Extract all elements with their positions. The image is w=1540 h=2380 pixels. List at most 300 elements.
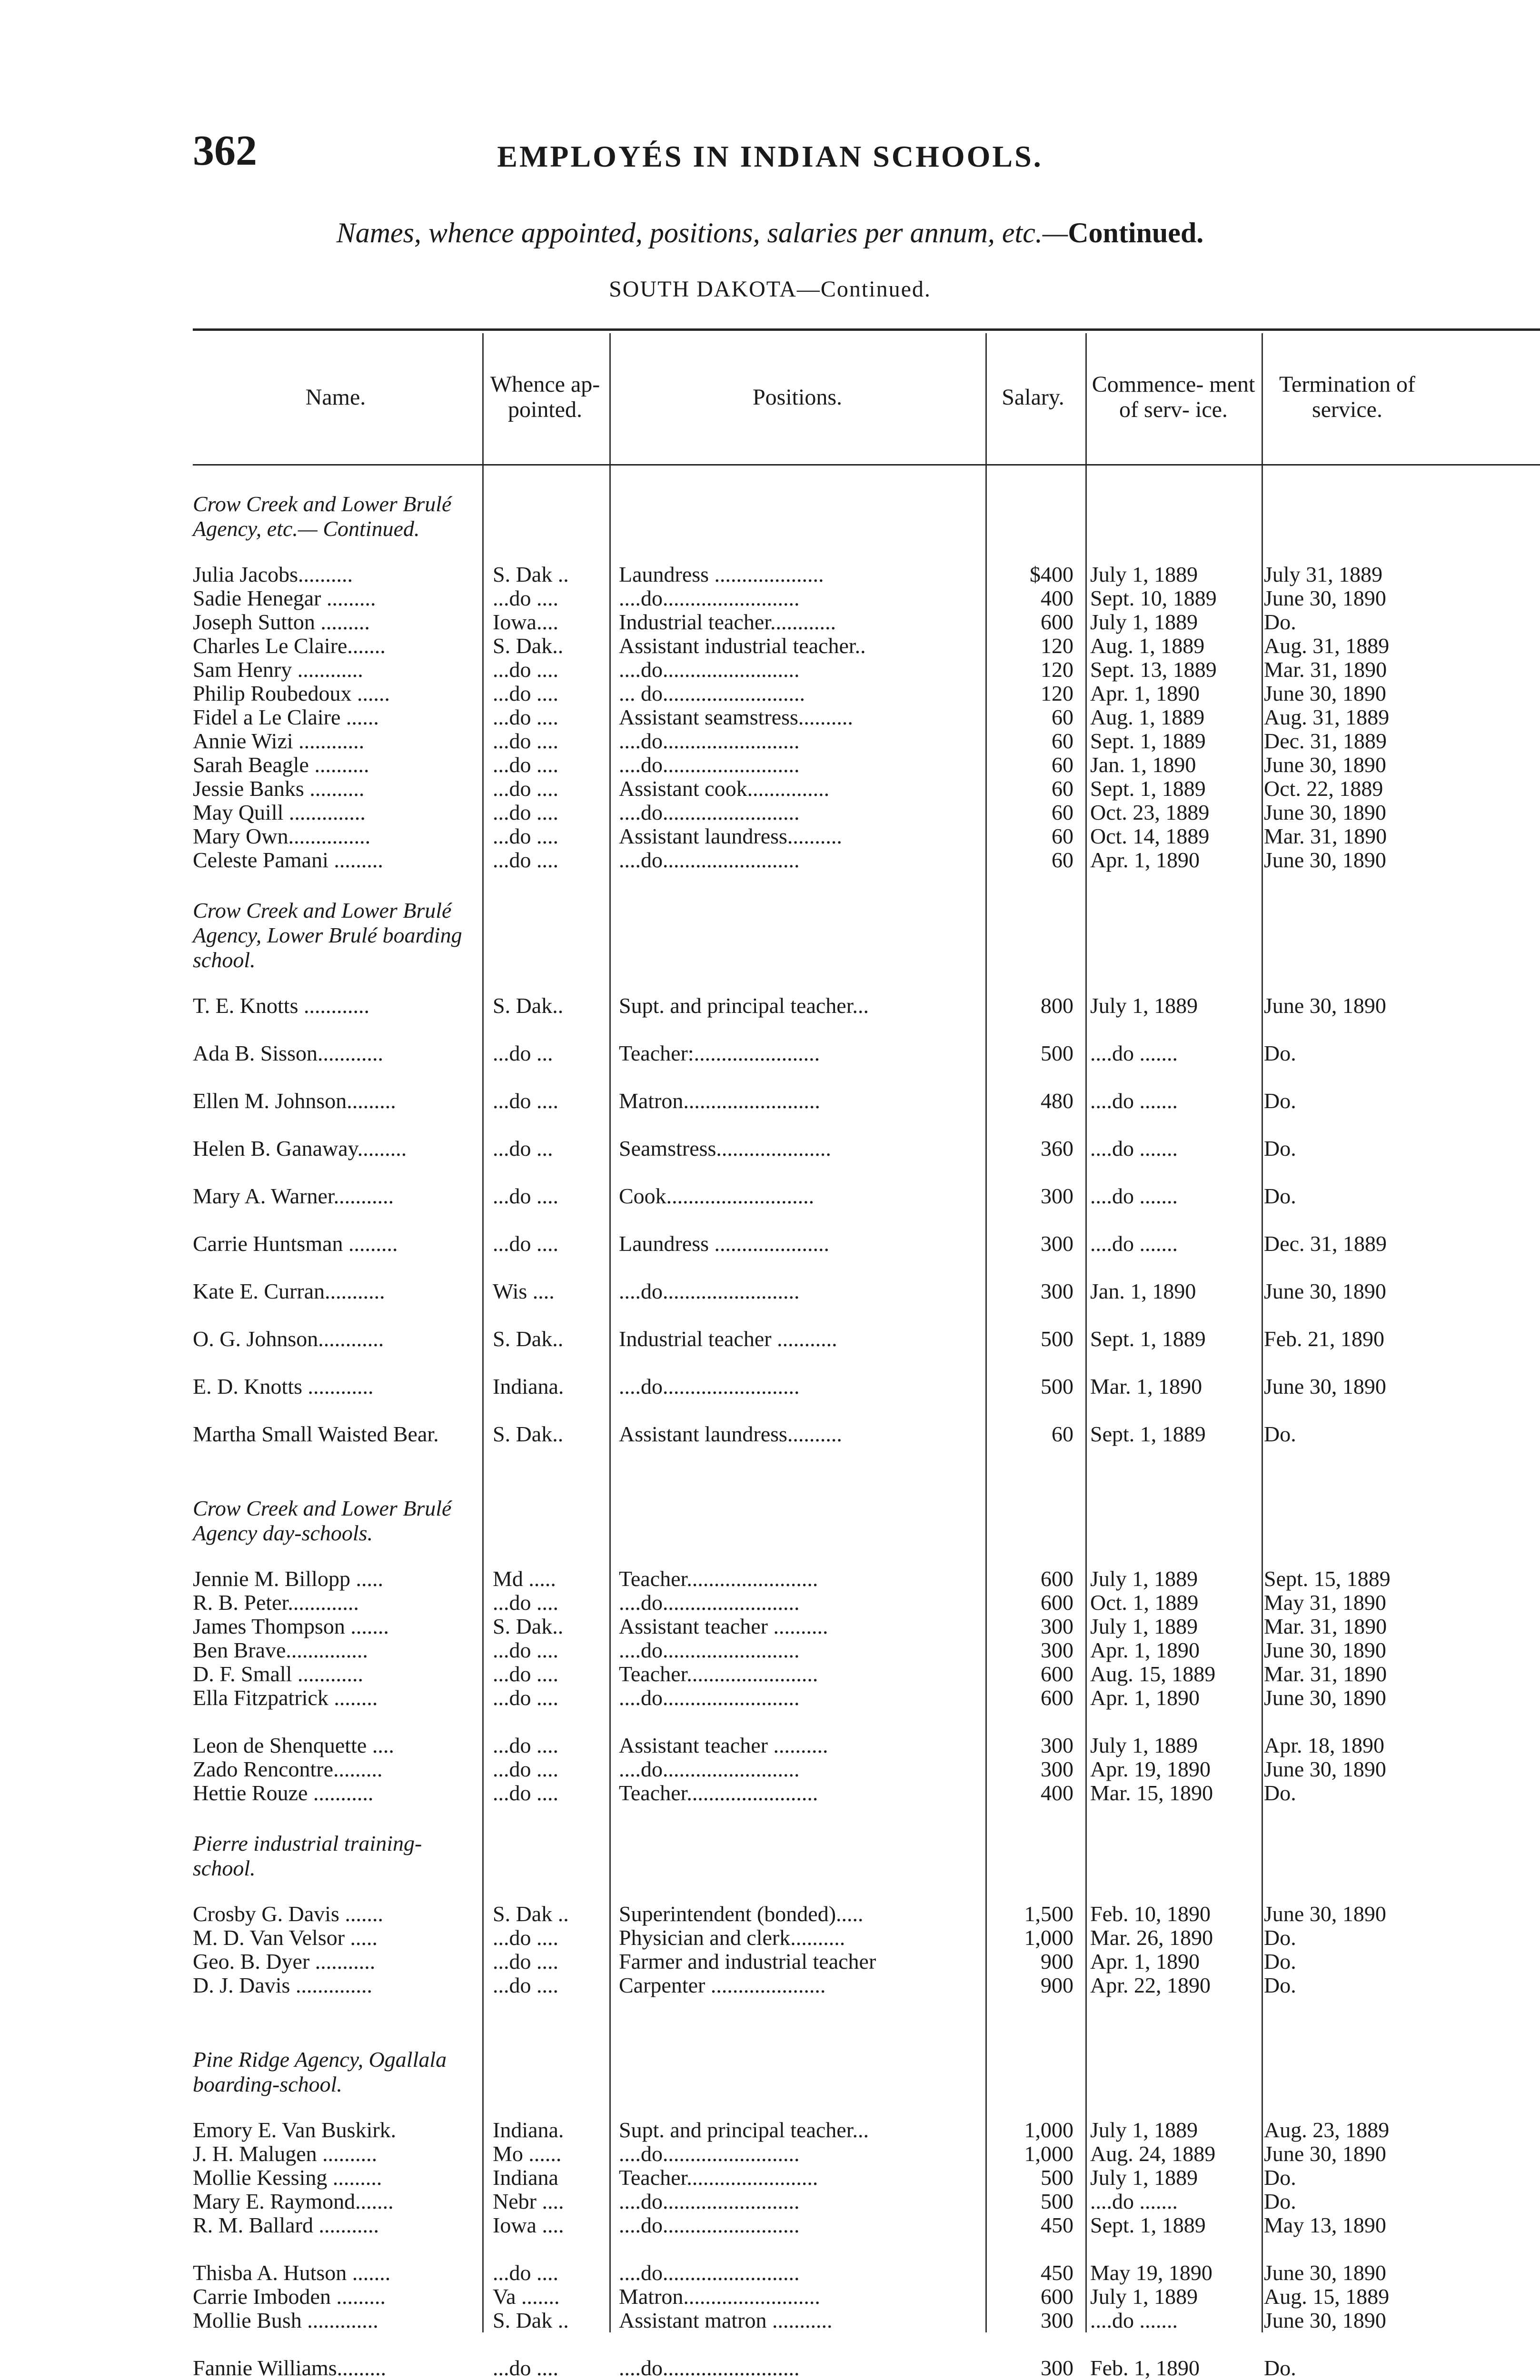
table-row [193,1686,1540,1734]
whence-appointed: ...do .... [493,1950,558,1973]
whence-appointed: ...do ... [493,1137,553,1160]
employee-name: Celeste Pamani ......... [193,848,383,872]
termination-date: June 30, 1890 [1264,2309,1386,2332]
whence-appointed: ...do .... [493,1662,558,1686]
whence-appointed: ...do .... [493,1781,558,1805]
position: ....do......................... [619,1638,800,1662]
termination-date: June 30, 1890 [1264,848,1386,872]
salary: 500 [1041,2165,1073,2190]
position: Carpenter ..................... [619,1973,826,1997]
table-row [193,801,1540,824]
table-row [193,729,1540,753]
table-row [193,2166,1540,2190]
section-heading: Pierre industrial training-school. [193,1831,422,1880]
position: ....do......................... [619,1591,800,1615]
whence-appointed: Iowa .... [493,2213,564,2237]
termination-date: Aug. 15, 1889 [1264,2285,1390,2309]
table-row [193,1662,1540,1686]
whence-appointed: ...do .... [493,824,558,848]
position: Laundress .................... [619,563,824,586]
whence-appointed: S. Dak.. [493,1327,564,1351]
whence-appointed: ...do .... [493,1089,558,1113]
commencement-date: Sept. 1, 1889 [1090,1327,1206,1351]
table-row [193,1781,1540,1805]
salary: 900 [1041,1973,1073,1997]
commencement-date: Apr. 19, 1890 [1090,1757,1211,1781]
employee-name: Joseph Sutton ......... [193,610,370,634]
position: ....do......................... [619,753,800,777]
termination-date: Oct. 22, 1889 [1264,777,1383,801]
whence-appointed: S. Dak .. [493,563,569,586]
termination-date: May 13, 1890 [1264,2213,1386,2237]
position: ....do......................... [619,801,800,824]
salary: 300 [1041,1279,1073,1303]
position: ....do......................... [619,2142,800,2166]
table-row [193,1734,1540,1757]
whence-appointed: ...do .... [493,1926,558,1950]
termination-date: Do. [1264,1089,1296,1113]
table-row [193,2309,1540,2356]
employee-name: Leon de Shenquette .... [193,1734,394,1757]
whence-appointed: ...do .... [493,682,558,705]
table-row [193,1327,1540,1375]
termination-date: June 30, 1890 [1264,753,1386,777]
commencement-date: ....do ....... [1090,2190,1178,2213]
salary: 1,000 [1024,2142,1073,2166]
commencement-date: Aug. 1, 1889 [1090,634,1205,658]
termination-date: Do. [1264,1926,1296,1950]
whence-appointed: ...do .... [493,705,558,729]
commencement-date: Mar. 15, 1890 [1090,1781,1213,1805]
table-row [193,753,1540,777]
position: ....do......................... [619,1757,800,1781]
employee-name: Helen B. Ganaway......... [193,1137,407,1160]
position: Teacher........................ [619,1662,818,1686]
commencement-date: Oct. 1, 1889 [1090,1591,1199,1615]
commencement-date: July 1, 1889 [1090,2166,1198,2190]
commencement-date: Mar. 26, 1890 [1090,1926,1213,1950]
whence-appointed: ...do .... [493,1184,558,1208]
employee-name: Carrie Imboden ......... [193,2285,386,2309]
position: ....do......................... [619,729,800,753]
salary: 450 [1041,2261,1073,2285]
table-row [193,1950,1540,1973]
table-row [193,563,1540,586]
employee-name: Mary A. Warner........... [193,1184,394,1208]
whence-appointed: Va ....... [493,2285,560,2309]
employee-name: Mary E. Raymond....... [193,2190,394,2213]
employee-name: Annie Wizi ............ [193,729,365,753]
position: Teacher........................ [619,1781,818,1805]
salary: 450 [1041,2213,1073,2237]
termination-date: June 30, 1890 [1264,1638,1386,1662]
column-header-row [193,331,1540,464]
commencement-date: ....do ....... [1090,2309,1178,2332]
termination-date: Aug. 23, 1889 [1264,2118,1390,2142]
position: ....do......................... [619,2213,800,2237]
col-commencement-header: Commence- ment of serv- ice. [1092,372,1255,422]
termination-date: Do. [1264,1950,1296,1973]
employee-name: Jessie Banks .......... [193,777,365,801]
employee-name: E. D. Knotts ............ [193,1375,374,1398]
employee-name: Ada B. Sisson............ [193,1041,383,1065]
employee-name: Charles Le Claire....... [193,634,386,658]
termination-date: June 30, 1890 [1264,1279,1386,1303]
commencement-date: July 1, 1889 [1090,563,1198,586]
termination-date: Mar. 31, 1890 [1264,824,1387,848]
salary: 120 [1041,681,1073,705]
termination-date: July 31, 1889 [1264,563,1383,586]
termination-date: June 30, 1890 [1264,1375,1386,1398]
termination-date: Do. [1264,1422,1296,1446]
termination-date: Mar. 31, 1890 [1264,1615,1387,1638]
subtitle-text: Names, whence appointed, positions, salaries per annum, etc.— [336,217,1068,248]
commencement-date: Feb. 10, 1890 [1090,1902,1211,1926]
employee-name: J. H. Malugen .......... [193,2142,378,2166]
position: ....do......................... [619,2261,800,2285]
commencement-date: Jan. 1, 1890 [1090,1279,1196,1303]
employee-name: Sarah Beagle .......... [193,753,369,777]
table-row [193,1422,1540,1470]
position: Assistant teacher .......... [619,1615,828,1638]
table-row [193,1567,1540,1591]
employee-name: M. D. Van Velsor ..... [193,1926,378,1950]
salary: 60 [1052,753,1073,777]
whence-appointed: S. Dak .. [493,1902,569,1926]
termination-date: May 31, 1890 [1264,1591,1386,1615]
whence-appointed: ...do .... [493,729,558,753]
col-name-header: Name. [305,384,366,410]
termination-date: June 30, 1890 [1264,1757,1386,1781]
whence-appointed: S. Dak.. [493,1615,564,1638]
salary: 120 [1041,657,1073,682]
termination-date: Dec. 31, 1889 [1264,729,1387,753]
position: ....do......................... [619,2190,800,2213]
salary: 300 [1041,1757,1073,1781]
employee-name: Hettie Rouze ........... [193,1781,374,1805]
termination-date: Do. [1264,2356,1296,2380]
position: Assistant seamstress.......... [619,705,853,729]
whence-appointed: Indiana [493,2166,558,2190]
whence-appointed: ...do .... [493,1591,558,1615]
commencement-date: ....do ....... [1090,1089,1178,1113]
salary: 500 [1041,1327,1073,1351]
termination-date: Do. [1264,1184,1296,1208]
commencement-date: Mar. 1, 1890 [1090,1375,1202,1398]
employee-name: Fannie Williams......... [193,2356,387,2380]
employee-name: Crosby G. Davis ....... [193,1902,383,1926]
salary: 400 [1041,586,1073,610]
position: Industrial teacher ........... [619,1327,837,1351]
termination-date: Do. [1264,1041,1296,1065]
termination-date: June 30, 1890 [1264,801,1386,824]
position: Supt. and principal teacher... [619,994,869,1018]
col-termination-header: Termination of service. [1279,372,1415,422]
page-number: 362 [193,127,257,174]
salary: 800 [1041,993,1073,1018]
subtitle-continued: Continued. [1068,217,1204,248]
salary: 600 [1041,1567,1073,1591]
commencement-date: Aug. 15, 1889 [1090,1662,1216,1686]
employee-name: Geo. B. Dyer ........... [193,1950,376,1973]
table-row [193,610,1540,634]
termination-date: Mar. 31, 1890 [1264,658,1387,682]
table-row [193,1615,1540,1638]
table-row [193,2190,1540,2213]
whence-appointed: ...do .... [493,2261,558,2285]
commencement-date: Jan. 1, 1890 [1090,753,1196,777]
position: Supt. and principal teacher... [619,2118,869,2142]
position: Assistant industrial teacher.. [619,634,866,658]
employee-name: Julia Jacobs.......... [193,563,353,586]
employee-name: D. F. Small ............ [193,1662,363,1686]
whence-appointed: ...do .... [493,586,558,610]
table-row [193,1375,1540,1422]
position: ....do......................... [619,1375,800,1398]
employee-name: R. M. Ballard ........... [193,2213,379,2237]
table-row [193,705,1540,729]
termination-date: Feb. 21, 1890 [1264,1327,1384,1351]
employee-name: Martha Small Waisted Bear. [193,1422,439,1446]
table-body [193,466,1540,2380]
employee-name: Sadie Henegar ......... [193,586,376,610]
commencement-date: Apr. 22, 1890 [1090,1973,1211,1997]
table-row [193,1279,1540,1327]
commencement-date: July 1, 1889 [1090,1615,1198,1638]
commencement-date: ....do ....... [1090,1184,1178,1208]
salary: 600 [1041,1590,1073,1615]
table-row [193,848,1540,872]
table-row [193,1902,1540,1926]
position: Assistant matron ........... [619,2309,833,2332]
table-row [193,824,1540,848]
salary: 600 [1041,2284,1073,2309]
employee-name: Ella Fitzpatrick ........ [193,1686,378,1710]
commencement-date: July 1, 1889 [1090,2118,1198,2142]
whence-appointed: ...do .... [493,2356,558,2380]
position: Seamstress..................... [619,1137,831,1160]
position: Industrial teacher............ [619,610,836,634]
whence-appointed: S. Dak.. [493,634,564,658]
salary: 300 [1041,2356,1073,2380]
salary: 400 [1041,1781,1073,1805]
table-row [193,1041,1540,1089]
commencement-date: Apr. 1, 1890 [1090,848,1200,872]
salary: 60 [1052,848,1073,872]
position: Farmer and industrial teacher [619,1950,876,1973]
table-row [193,1973,1540,2021]
termination-date: Sept. 15, 1889 [1264,1567,1391,1591]
employee-name: Kate E. Curran........... [193,1279,385,1303]
salary: 500 [1041,1374,1073,1398]
commencement-date: Sept. 13, 1889 [1090,658,1217,682]
salary: 60 [1052,729,1073,753]
position: Assistant laundress.......... [619,1422,842,1446]
table-row [193,1926,1540,1950]
salary: 60 [1052,824,1073,848]
salary: 300 [1041,1638,1073,1662]
commencement-date: July 1, 1889 [1090,1567,1198,1591]
table-subtitle [0,217,1540,249]
table-row [193,1591,1540,1615]
termination-date: June 30, 1890 [1264,994,1386,1018]
salary: 480 [1041,1089,1073,1113]
commencement-date: Apr. 1, 1890 [1090,1686,1200,1710]
termination-date: Do. [1264,1973,1296,1997]
termination-date: Do. [1264,1137,1296,1160]
table-row [193,2213,1540,2261]
position: Physician and clerk.......... [619,1926,845,1950]
termination-date: Do. [1264,1781,1296,1805]
position: ....do......................... [619,658,800,682]
employee-name: Thisba A. Hutson ....... [193,2261,391,2285]
state-heading: SOUTH DAKOTA—Continued. [609,277,931,302]
position: Superintendent (bonded)..... [619,1902,864,1926]
whence-appointed: ...do ... [493,1041,553,1065]
employee-name: Fidel a Le Claire ...... [193,705,379,729]
termination-date: Do. [1264,2166,1296,2190]
table-row [193,777,1540,801]
whence-appointed: Indiana. [493,1375,564,1398]
employee-name: Mollie Bush ............. [193,2309,378,2332]
table-row [193,1232,1540,1279]
position: ....do......................... [619,1279,800,1303]
section-heading: Crow Creek and Lower Brulé Agency, etc.— Continued. [193,492,452,541]
position: ... do.......................... [619,682,805,705]
whence-appointed: S. Dak .. [493,2309,569,2332]
employee-name: James Thompson ....... [193,1615,389,1638]
position: Laundress ..................... [619,1232,830,1256]
termination-date: June 30, 1890 [1264,682,1386,705]
commencement-date: July 1, 1889 [1090,1734,1198,1757]
termination-date: June 30, 1890 [1264,2261,1386,2285]
salary: 1,000 [1024,2118,1073,2142]
termination-date: June 30, 1890 [1264,2142,1386,2166]
whence-appointed: Iowa.... [493,610,558,634]
whence-appointed: ...do .... [493,801,558,824]
commencement-date: Oct. 23, 1889 [1090,801,1210,824]
salary: 500 [1041,1041,1073,1065]
employee-name: May Quill .............. [193,801,366,824]
employee-name: D. J. Davis .............. [193,1973,372,1997]
salary: 60 [1052,1422,1073,1446]
termination-date: Mar. 31, 1890 [1264,1662,1387,1686]
salary: 600 [1041,610,1073,634]
table-row [193,994,1540,1041]
position: ....do......................... [619,2356,800,2380]
position: Matron......................... [619,1089,820,1113]
commencement-date: ....do ....... [1090,1232,1178,1256]
commencement-date: Feb. 1, 1890 [1090,2356,1200,2380]
position: Assistant teacher .......... [619,1734,828,1757]
whence-appointed: Mo ...... [493,2142,562,2166]
salary: 300 [1041,1231,1073,1256]
employee-name: Mary Own............... [193,824,371,848]
commencement-date: July 1, 1889 [1090,2285,1198,2309]
whence-appointed: Nebr .... [493,2190,564,2213]
employee-name: Philip Roubedoux ...... [193,682,390,705]
table-row [193,1089,1540,1137]
salary: 60 [1052,705,1073,729]
salary: 360 [1041,1136,1073,1160]
salary: $400 [1030,562,1073,586]
termination-date: June 30, 1890 [1264,586,1386,610]
position: Teacher........................ [619,1567,818,1591]
position: Matron......................... [619,2285,820,2309]
position: Teacher........................ [619,2166,818,2190]
commencement-date: Sept. 1, 1889 [1090,2213,1206,2237]
section-heading: Crow Creek and Lower Brulé Agency day-schools. [193,1496,452,1545]
salary: 300 [1041,1614,1073,1638]
table-row [193,2261,1540,2285]
table-row [193,586,1540,610]
salary: 300 [1041,1184,1073,1208]
table-row [193,2118,1540,2142]
salary: 500 [1041,2189,1073,2213]
running-head: EMPLOYÉS IN INDIAN SCHOOLS. [497,139,1043,173]
table-row [193,1137,1540,1184]
employee-name: Ben Brave............... [193,1638,368,1662]
section-heading: Crow Creek and Lower Brulé Agency, Lower Brulé boarding school. [193,898,462,972]
employee-name: Jennie M. Billopp ..... [193,1567,383,1591]
whence-appointed: Md ..... [493,1567,556,1591]
commencement-date: Sept. 1, 1889 [1090,1422,1206,1446]
position: ....do......................... [619,848,800,872]
termination-date: Aug. 31, 1889 [1264,705,1390,729]
employee-name: R. B. Peter............. [193,1591,359,1615]
table-row [193,682,1540,705]
whence-appointed: S. Dak.. [493,1422,564,1446]
termination-date: Dec. 31, 1889 [1264,1232,1387,1256]
whence-appointed: ...do .... [493,777,558,801]
employee-name: Emory E. Van Buskirk. [193,2118,397,2142]
salary: 60 [1052,776,1073,801]
whence-appointed: ...do .... [493,1757,558,1781]
commencement-date: July 1, 1889 [1090,610,1198,634]
col-positions-header: Positions. [752,384,843,410]
termination-date: June 30, 1890 [1264,1686,1386,1710]
salary: 1,000 [1024,1925,1073,1950]
table-row [193,2142,1540,2166]
position: Assistant laundress.......... [619,824,842,848]
salary: 1,500 [1024,1902,1073,1926]
employee-name: Zado Rencontre......... [193,1757,383,1781]
position: ....do......................... [619,1686,800,1710]
position: Teacher:....................... [619,1041,820,1065]
col-salary-header: Salary. [1002,384,1064,410]
salary: 900 [1041,1949,1073,1973]
commencement-date: Sept. 10, 1889 [1090,586,1217,610]
commencement-date: Apr. 1, 1890 [1090,1950,1200,1973]
position: Cook........................... [619,1184,815,1208]
position: ....do......................... [619,586,800,610]
whence-appointed: Indiana. [493,2118,564,2142]
whence-appointed: S. Dak.. [493,994,564,1018]
employee-table [193,328,1540,2380]
salary: 120 [1041,634,1073,658]
whence-appointed: ...do .... [493,1638,558,1662]
salary: 60 [1052,800,1073,824]
termination-date: Do. [1264,2190,1296,2213]
commencement-date: Oct. 14, 1889 [1090,824,1210,848]
salary: 300 [1041,2308,1073,2332]
employee-name: Sam Henry ............ [193,658,363,682]
section-heading: Pine Ridge Agency, Ogallala boarding-school. [193,2047,447,2096]
commencement-date: Aug. 1, 1889 [1090,705,1205,729]
table-row [193,1184,1540,1232]
employee-name: T. E. Knotts ............ [193,994,369,1018]
commencement-date: Sept. 1, 1889 [1090,729,1206,753]
